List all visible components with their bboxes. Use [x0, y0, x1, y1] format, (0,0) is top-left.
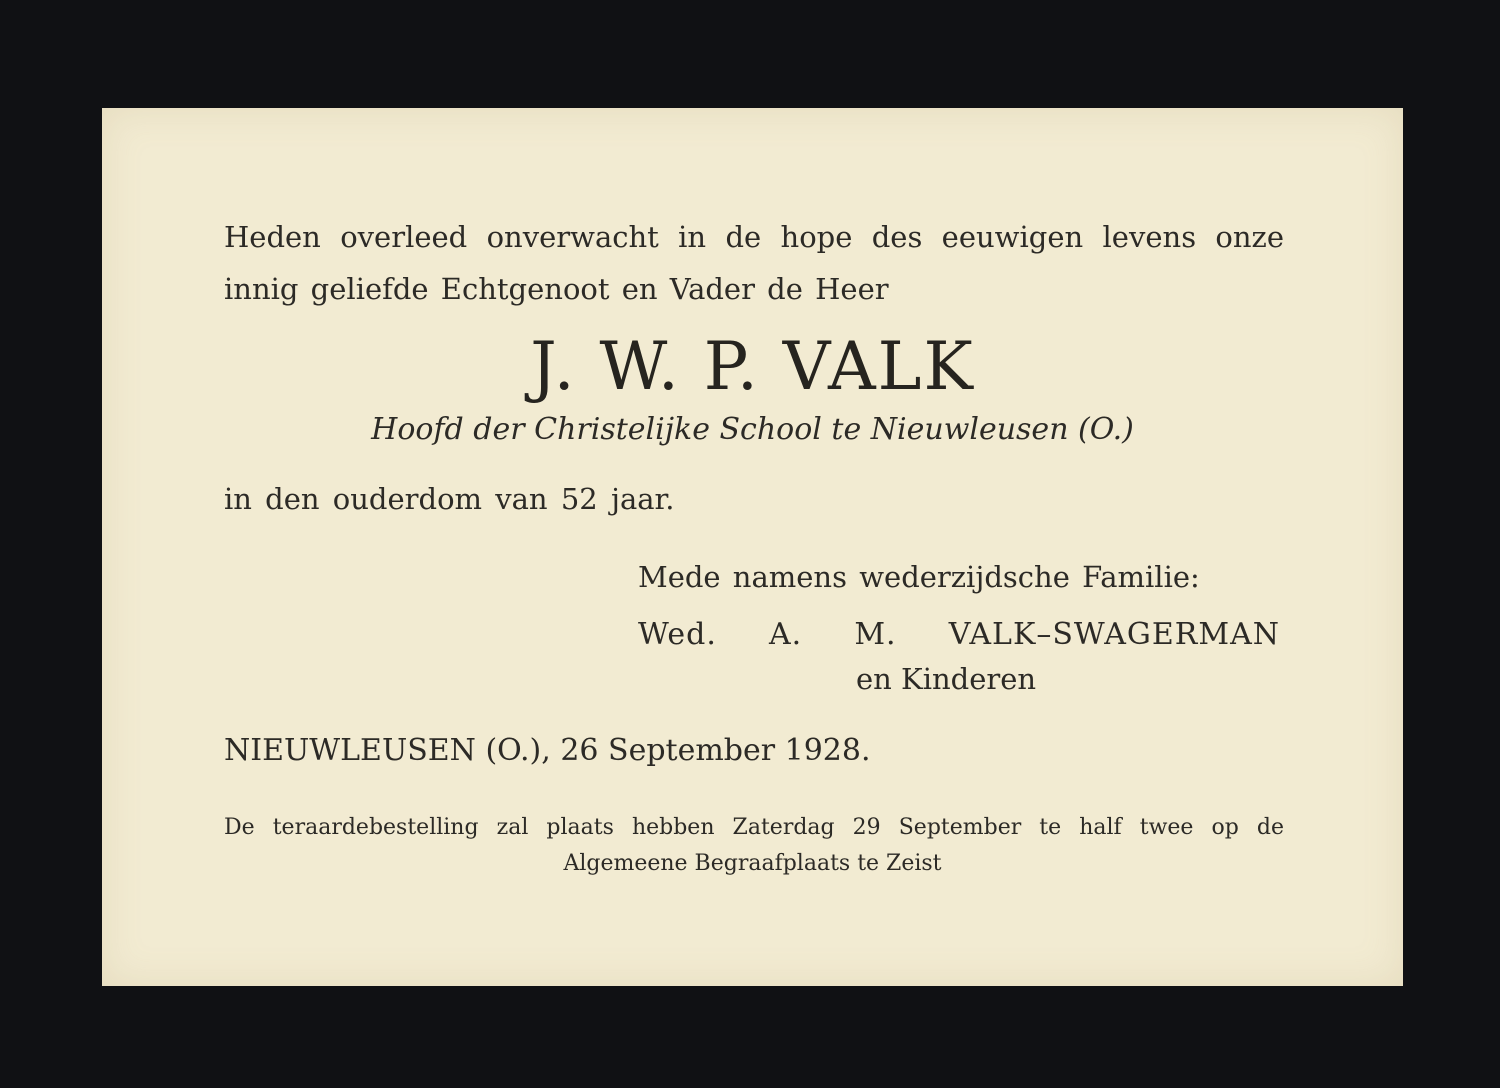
intro-line-2: innig geliefde Echtgenoot en Vader de Heer	[224, 272, 889, 306]
deceased-title: Hoofd der Christelijke School te Nieuwleusen (O.)	[371, 412, 1134, 447]
place-date: NIEUWLEUSEN (O.), 26 September 1928.	[224, 733, 871, 768]
children-line: en Kinderen	[856, 662, 1037, 696]
intro-line-1: Heden overleed onverwacht in de hope des eeuwigen levens onze	[224, 220, 1284, 254]
widow-name: Wed. A. M. VALK–SWAGERMAN	[638, 617, 1280, 652]
age-line: in den ouderdom van 52 jaar.	[224, 482, 675, 516]
burial-line-2: Algemeene Begraafplaats te Zeist	[563, 851, 942, 876]
burial-line-1: De teraardebestelling zal plaats hebben Zaterdag 29 September te half twee op de	[224, 815, 1284, 840]
deceased-name: J. W. P. VALK	[530, 328, 975, 405]
announcement-card	[102, 108, 1403, 986]
family-line: Mede namens wederzijdsche Familie:	[638, 560, 1200, 594]
